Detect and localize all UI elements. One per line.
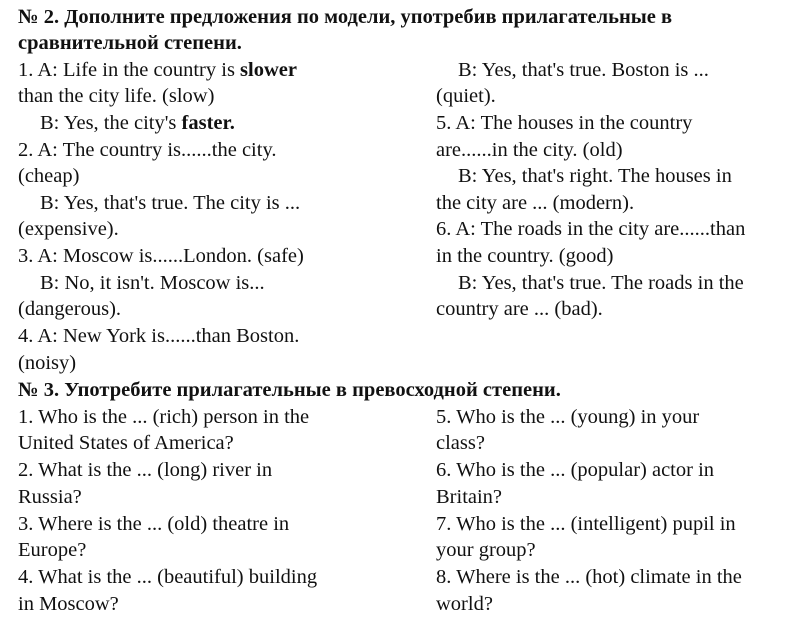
s2-right-line-6: the city are ... (modern).: [436, 192, 635, 214]
s3-right-line-8: world?: [436, 593, 493, 615]
s3-left-line-1: 1. Who is the ... (rich) person in the: [18, 406, 310, 428]
s3-left-line-7: 4. What is the ... (beautiful) building: [18, 566, 318, 588]
s3-left-line-3: 2. What is the ... (long) river in: [18, 459, 273, 481]
s3-right-line-4: Britain?: [436, 486, 503, 508]
s2-left-line-5: (cheap): [18, 165, 80, 187]
s2-left-line-9: B: No, it isn't. Moscow is...: [40, 272, 265, 294]
s2-right-line-10: country are ... (bad).: [436, 298, 603, 320]
s2-bold-slower: slower: [240, 59, 297, 81]
section2-title-line1: № 2. Дополните предложения по модели, употребив прилагательные в: [18, 6, 673, 28]
section2-title-line2: сравнительной степени.: [18, 32, 242, 54]
s2-left-line-11: 4. A: New York is......than Boston.: [18, 325, 300, 347]
section3-title: № 3. Употребите прилагательные в превосходной степени.: [18, 379, 561, 401]
s2-left-line-1: 1. A: Life in the country is slower: [18, 59, 297, 81]
s2-left-line-7: (expensive).: [18, 218, 119, 240]
s2-right-line-3: 5. A: The houses in the country: [436, 112, 693, 134]
s2-right-line-5: B: Yes, that's right. The houses in: [458, 165, 732, 187]
s3-right-line-6: your group?: [436, 539, 536, 561]
s3-right-line-1: 5. Who is the ... (young) in your: [436, 406, 700, 428]
s3-left-line-4: Russia?: [18, 486, 82, 508]
s2-right-line-7: 6. A: The roads in the city are......than: [436, 218, 746, 240]
s2-left-line-10: (dangerous).: [18, 298, 122, 320]
s2-left-line-12: (noisy): [18, 352, 77, 374]
s2-left-line-3: B: Yes, the city's faster.: [40, 112, 235, 134]
s3-left-line-5: 3. Where is the ... (old) theatre in: [18, 513, 290, 535]
s3-left-line-2: United States of America?: [18, 432, 234, 454]
s2-bold-faster: faster.: [181, 112, 235, 134]
s2-right-line-1: B: Yes, that's true. Boston is ...: [458, 59, 709, 81]
s2-left-line-4: 2. A: The country is......the city.: [18, 139, 277, 161]
s2-right-line-9: B: Yes, that's true. The roads in the: [458, 272, 744, 294]
s2-left-line-2: than the city life. (slow): [18, 85, 215, 107]
s3-right-line-5: 7. Who is the ... (intelligent) pupil in: [436, 513, 736, 535]
s3-right-line-3: 6. Who is the ... (popular) actor in: [436, 459, 715, 481]
s2-right-line-2: (quiet).: [436, 85, 496, 107]
s2-left-line-6: B: Yes, that's true. The city is ...: [40, 192, 301, 214]
s3-right-line-2: class?: [436, 432, 485, 454]
s3-right-line-7: 8. Where is the ... (hot) climate in the: [436, 566, 742, 588]
s2-right-line-4: are......in the city. (old): [436, 139, 623, 161]
s2-right-line-8: in the country. (good): [436, 245, 614, 267]
s3-left-line-8: in Moscow?: [18, 593, 119, 615]
s2-left-line-8: 3. A: Moscow is......London. (safe): [18, 245, 304, 267]
s3-left-line-6: Europe?: [18, 539, 87, 561]
